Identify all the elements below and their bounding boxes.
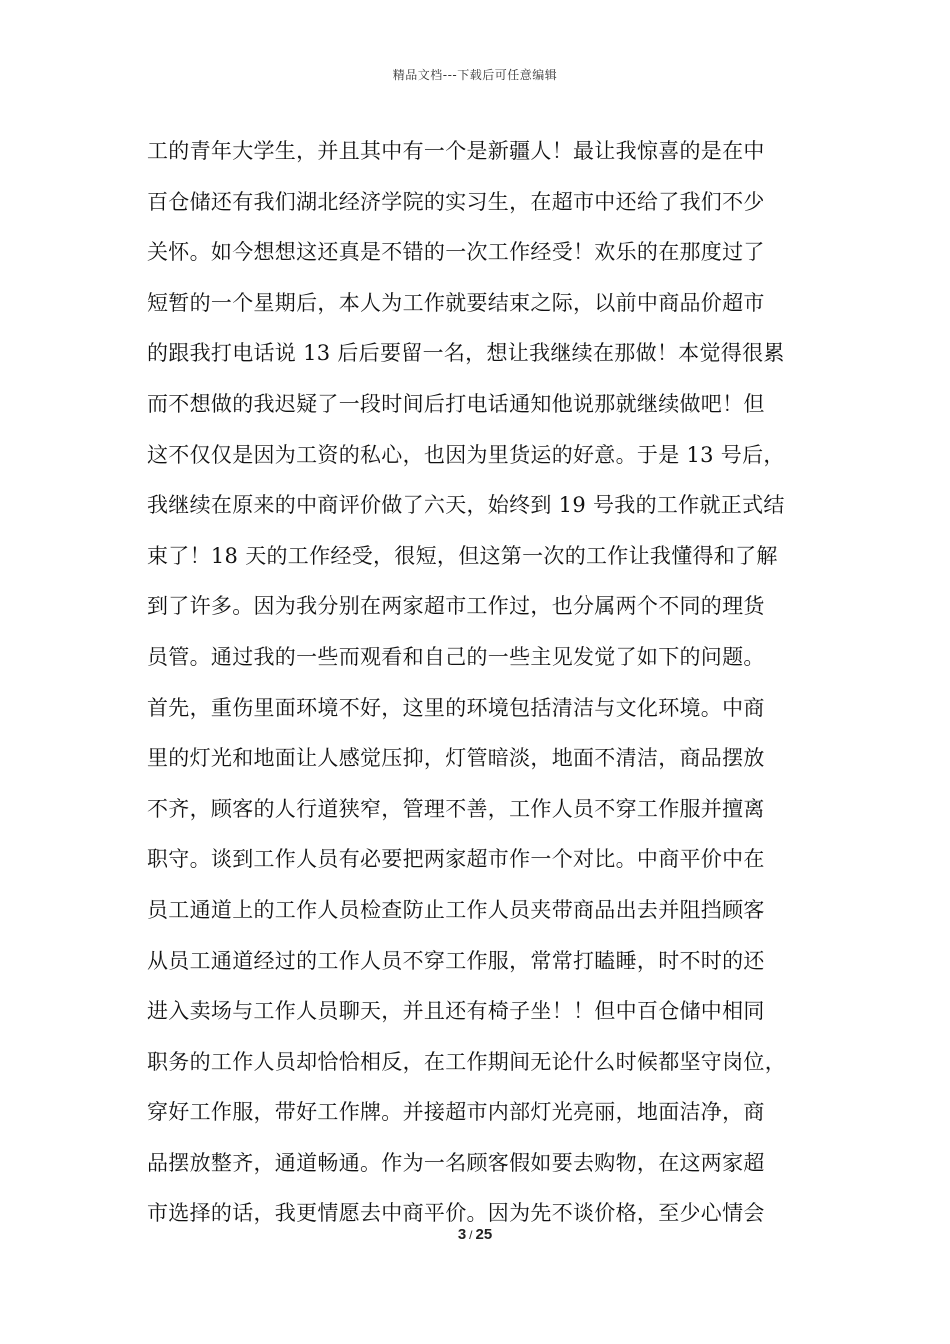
text-line: 市选择的话，我更情愿去中商平价。因为先不谈价格，至少心情会 <box>147 1201 765 1226</box>
text-line: 百仓储还有我们湖北经济学院的实习生，在超市中还给了我们不少 <box>147 189 765 214</box>
text-line: 里的灯光和地面让人感觉压抑，灯管暗淡，地面不清洁，商品摆放 <box>147 746 765 771</box>
text-line: 职守。谈到工作人员有必要把两家超市作一个对比。中商平价中在 <box>147 847 765 872</box>
text-line: 员工通道上的工作人员检查防止工作人员夹带商品出去并阻挡顾客 <box>147 897 765 922</box>
page-header: 精品文档---下载后可任意编辑 <box>392 68 558 82</box>
total-pages: 25 <box>475 1226 493 1243</box>
text-line: 首先，重伤里面环境不好，这里的环境包括清洁与文化环境。中商 <box>147 695 765 720</box>
text-line: 不齐，顾客的人行道狭窄，管理不善，工作人员不穿工作服并擅离 <box>147 796 765 821</box>
page-separator: / <box>469 1228 473 1242</box>
text-line: 品摆放整齐，通道畅通。作为一名顾客假如要去购物，在这两家超 <box>147 1150 765 1175</box>
document-body <box>147 126 807 1239</box>
text-line: 穿好工作服，带好工作牌。并接超市内部灯光亮丽，地面洁净，商 <box>147 1100 765 1125</box>
current-page: 3 <box>457 1226 467 1243</box>
text-line: 我继续在原来的中商评价做了六天，始终到 19 号我的工作就正式结 <box>147 493 785 518</box>
text-line: 而不想做的我迟疑了一段时间后打电话通知他说那就继续做吧！但 <box>147 391 765 416</box>
text-line: 束了！18 天的工作经受，很短，但这第一次的工作让我懂得和了解 <box>147 543 778 568</box>
text-line: 职务的工作人员却恰恰相反，在工作期间无论什么时候都坚守岗位， <box>147 1049 786 1074</box>
text-line: 短暂的一个星期后，本人为工作就要结束之际，以前中商品价超市 <box>147 290 765 315</box>
text-line: 这不仅仅是因为工资的私心，也因为里货运的好意。于是 13 号后， <box>147 442 785 467</box>
text-line: 到了许多。因为我分别在两家超市工作过，也分属两个不同的理货 <box>147 594 765 619</box>
text-line: 关怀。如今想想这还真是不错的一次工作经受！欢乐的在那度过了 <box>147 240 765 265</box>
page-number <box>0 1226 950 1243</box>
text-line: 的跟我打电话说 13 后后要留一名，想让我继续在那做！本觉得很累 <box>147 341 785 366</box>
text-line: 进入卖场与工作人员聊天，并且还有椅子坐！！但中百仓储中相同 <box>147 999 765 1024</box>
text-line: 员管。通过我的一些而观看和自己的一些主见发觉了如下的问题。 <box>147 644 765 669</box>
text-line: 工的青年大学生，并且其中有一个是新疆人！最让我惊喜的是在中 <box>147 139 765 163</box>
text-line: 从员工通道经过的工作人员不穿工作服，常常打瞌睡，时不时的还 <box>147 948 765 973</box>
